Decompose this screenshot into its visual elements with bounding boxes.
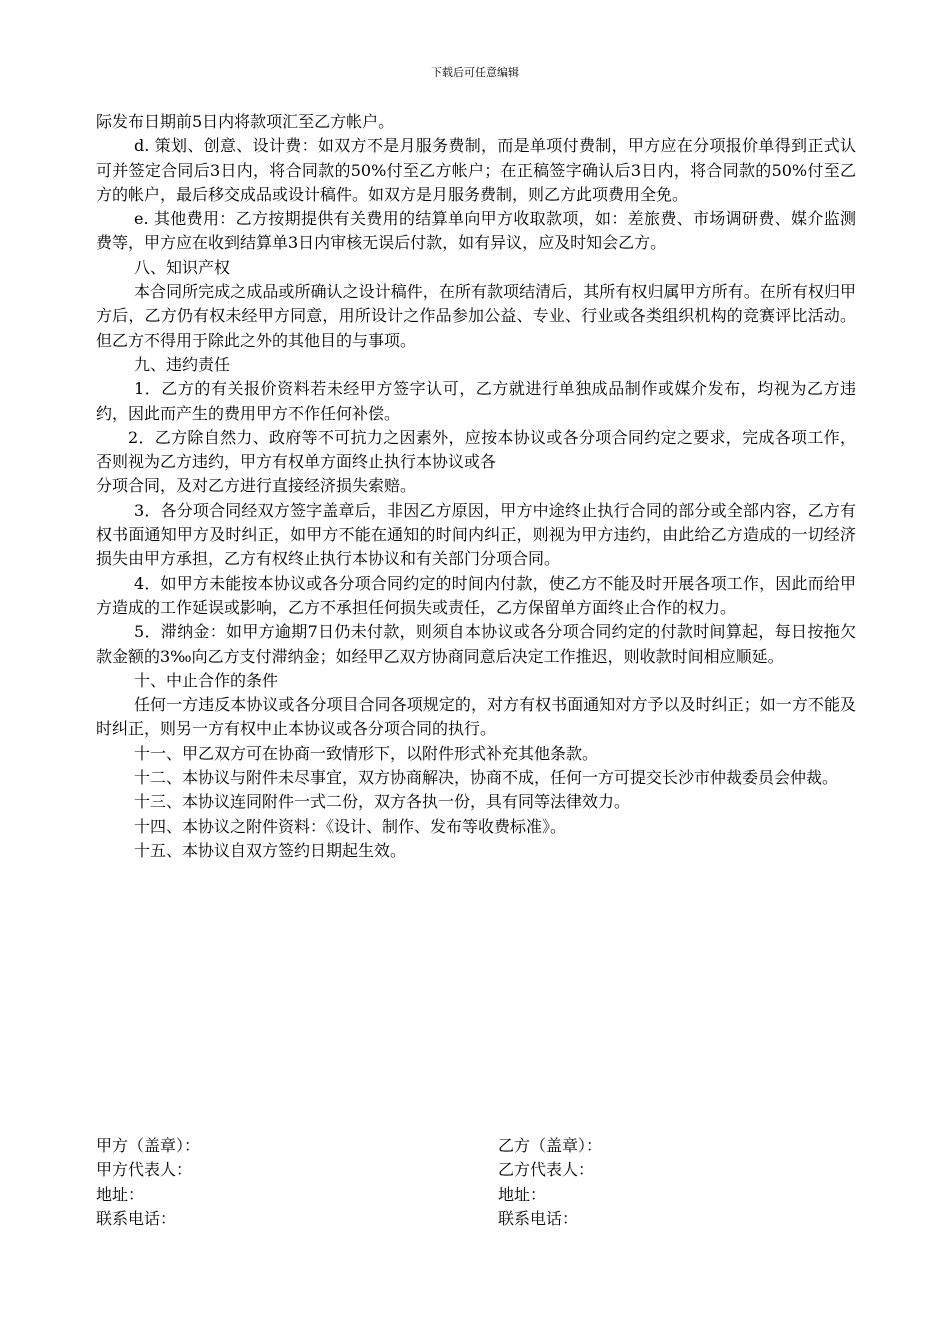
party-a-seal: 甲方（盖章）： xyxy=(96,1136,201,1155)
paragraph: 十二、本协议与附件未尽事宜，双方协商解决，协商不成，任何一方可提交长沙市仲裁委员会仲裁。 xyxy=(134,768,839,788)
paragraph: d. 策划、创意、设计费：如双方不是月服务费制，而是单项付费制，甲方应在分项报价单得到正式认可并签定合同后3日内，将合同款的50%付至乙方帐户；在正稿签字确认后3日内，将合同款的50%付至乙方的帐户，最后移交成品或设计稿件。如双方是月服务费制，则乙方此项费用全免。 xyxy=(96,136,856,204)
signature-row-seal xyxy=(96,1134,856,1158)
section-heading: 十、中止合作的条件 xyxy=(134,670,279,690)
paragraph: 任何一方违反本协议或各分项目合同各项规定的，对方有权书面通知对方予以及时纠正；如一方不能及时纠正，则另一方有权中止本协议或各分项合同的执行。 xyxy=(96,695,856,739)
signature-row-phone xyxy=(96,1207,856,1231)
party-a-rep: 甲方代表人： xyxy=(96,1160,193,1180)
section-heading: 八、知识产权 xyxy=(134,257,231,277)
page-header: 下载后可任意编辑 xyxy=(431,66,519,79)
paragraph: 十一、甲乙双方可在协商一致情形下，以附件形式补充其他条款。 xyxy=(134,743,599,763)
paragraph: 1．乙方的有关报价资料若未经甲方签字认可，乙方就进行单独成品制作或媒介发布，均视为乙方违约，因此而产生的费用甲方不作任何补偿。 xyxy=(96,379,856,423)
party-a-address: 地址： xyxy=(96,1184,145,1204)
paragraph: 十五、本协议自双方签约日期起生效。 xyxy=(134,840,407,860)
section-heading: 九、违约责任 xyxy=(134,354,231,374)
party-b-address: 地址： xyxy=(498,1184,547,1204)
paragraph: 十四、本协议之附件资料：《设计、制作、发布等收费标准》。 xyxy=(134,816,567,836)
party-b-phone: 联系电话： xyxy=(498,1208,579,1228)
paragraph: 分项合同，及对乙方进行直接经济损失索赔。 xyxy=(96,476,417,496)
signature-row-address xyxy=(96,1183,856,1207)
paragraph: 3．各分项合同经双方签字盖章后，非因乙方原因，甲方中途终止执行合同的部分或全部内容，乙方有权书面通知甲方及时纠正，如甲方不能在通知的时间内纠正，则视为甲方违约，由此给乙方造成的一切经济损失由甲方承担，乙方有权终止执行本协议和有关部门分项合同。 xyxy=(96,500,856,569)
paragraph: 4．如甲方未能按本协议或各分项合同约定的时间内付款，使乙方不能及时开展各项工作，因此而给甲方造成的工作延误或影响，乙方不承担任何损失或责任，乙方保留单方面终止合作的权力。 xyxy=(96,573,856,617)
signature-block xyxy=(96,1134,856,1231)
document-body xyxy=(96,110,856,863)
signature-row-rep xyxy=(96,1158,856,1182)
party-b-rep: 乙方代表人： xyxy=(498,1160,595,1180)
paragraph: e. 其他费用：乙方按期提供有关费用的结算单向甲方收取款项，如：差旅费、市场调研费、媒介监测费等，甲方应在收到结算单3日内审核无误后付款，如有异议，应及时知会乙方。 xyxy=(96,209,856,253)
paragraph: 际发布日期前5日内将款项汇至乙方帐户。 xyxy=(96,112,395,131)
party-a-phone: 联系电话： xyxy=(96,1208,177,1228)
party-b-seal: 乙方（盖章）： xyxy=(498,1136,603,1155)
paragraph: 5．滞纳金：如甲方逾期7日仍未付款，则须自本协议或各分项合同约定的付款时间算起，每日按拖欠款金额的3‰向乙方支付滞纳金；如经甲乙双方协商同意后决定工作推迟，则收款时间相应顺延。 xyxy=(96,622,856,666)
paragraph: 本合同所完成之成品或所确认之设计稿件，在所有款项结清后，其所有权归属甲方所有。在所有权归甲方后，乙方仍有权未经甲方同意，用所设计之作品参加公益、专业、行业或各类组织机构的竞赛评比活动。但乙方不得用于除此之外的其他目的与事项。 xyxy=(96,282,856,350)
paragraph: 2．乙方除自然力、政府等不可抗力之因素外，应按本协议或各分项合同约定之要求，完成各项工作，否则视为乙方违约，甲方有权单方面终止执行本协议或各 xyxy=(96,427,856,472)
paragraph: 十三、本协议连同附件一式二份，双方各执一份，具有同等法律效力。 xyxy=(134,792,631,812)
